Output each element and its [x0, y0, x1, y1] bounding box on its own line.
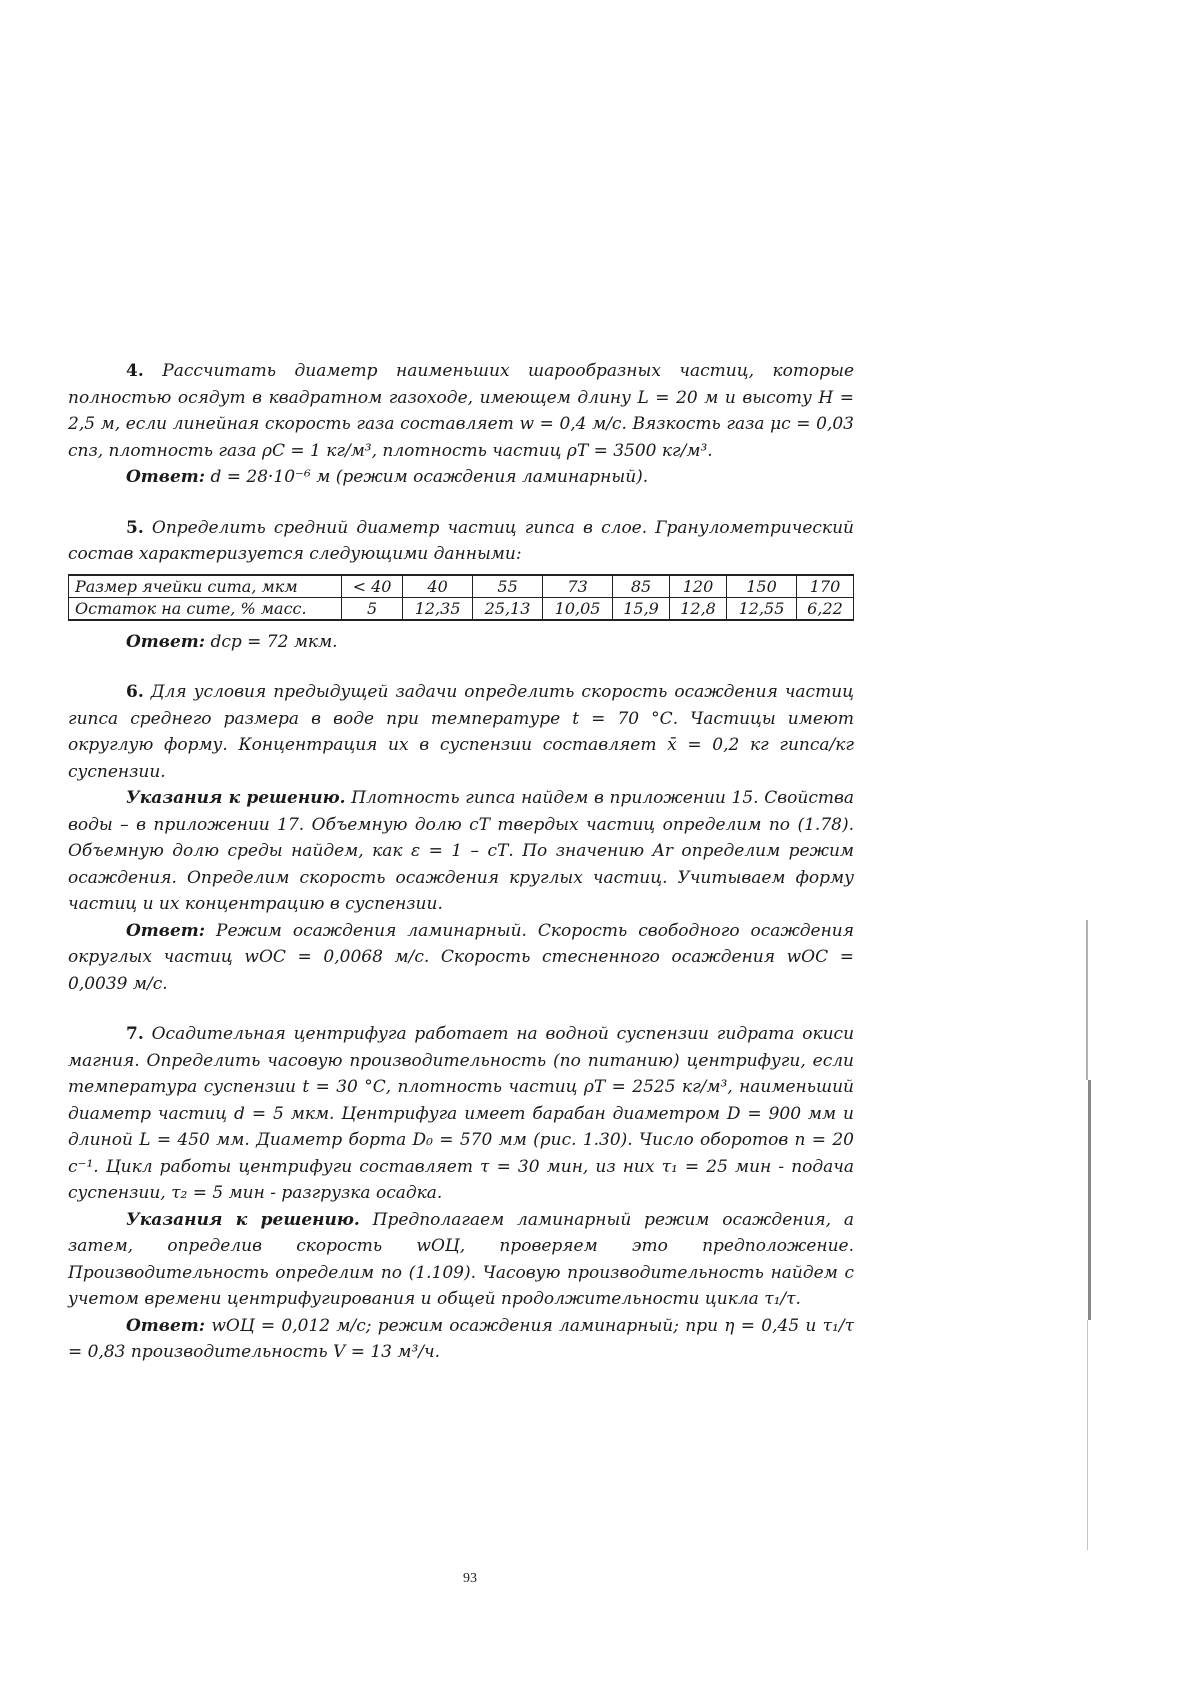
scan-edge-mark	[1087, 1320, 1088, 1550]
table-cell: 5	[342, 597, 403, 620]
table-cell: 150	[727, 575, 797, 598]
hint-text: Предполагаем ламинарный режим осаждения, а затем, определив скорость wОЦ, проверяем это предположение. Производительность определим по (1.109). Часовую производительность найдем с учетом времени центрифугирования и общей продолжительности цикла τ₁/τ.	[68, 1209, 855, 1309]
table-cell: 6,22	[796, 597, 853, 620]
problem-4-statement	[68, 358, 854, 464]
table-row	[69, 575, 854, 598]
table-cell: 40	[403, 575, 473, 598]
problem-7-statement	[68, 1021, 854, 1207]
page-content	[68, 358, 854, 1366]
scan-edge-mark	[1086, 920, 1088, 1080]
table-cell: < 40	[342, 575, 403, 598]
answer-text: dср = 72 мкм.	[210, 631, 338, 652]
hint-label: Указания к решению.	[126, 1209, 360, 1230]
problem-text: Осадительная центрифуга работает на водной суспензии гидрата окиси магния. Определить часовую производительность (по питанию) центрифуги, если температура суспензии t = 30 °С, плотность частиц ρТ = 2525 кг/м³, наименьший диаметр частиц d = 5 мкм. Центрифуга имеет барабан диаметром D = 900 мм и длиной L = 450 мм. Диаметр борта D₀ = 570 мм (рис. 1.30). Число оборотов n = 20 с⁻¹. Цикл работы центрифуги составляет τ = 30 мин, из них τ₁ = 25 мин - подача суспензии, τ₂ = 5 мин - разгрузка осадка.	[68, 1024, 855, 1203]
answer-label: Ответ:	[126, 920, 206, 941]
sieve-table	[68, 574, 854, 621]
problem-number: 4.	[126, 361, 144, 381]
table-cell: 120	[670, 575, 727, 598]
page-number: 93	[463, 1571, 477, 1586]
answer-label: Ответ:	[126, 467, 206, 487]
problem-text: Для условия предыдущей задачи определить скорость осаждения частиц гипса среднего размера в воде при температуре t = 70 °С. Частицы имеют округлую форму. Концентрация их в суспензии составляет x̄ = 0,2 кг гипса/кг суспензии.	[68, 682, 855, 782]
answer-label: Ответ:	[126, 631, 206, 652]
scan-edge-mark	[1088, 1080, 1091, 1320]
answer-text: Режим осаждения ламинарный. Скорость свободного осаждения округлых частиц wОС = 0,0068 м/с. Скорость стесненного осаждения wОС = 0,0039 м/с.	[68, 920, 855, 994]
problem-6-statement	[68, 679, 854, 785]
problem-text: Определить средний диаметр частиц гипса в слое. Гранулометрический состав характеризуется следующими данными:	[68, 517, 854, 564]
table-cell: 12,8	[670, 597, 727, 620]
problem-number: 7.	[126, 1024, 144, 1044]
table-cell: 10,05	[543, 597, 613, 620]
problem-5-answer	[68, 629, 854, 656]
table-cell: 12,55	[727, 597, 797, 620]
problem-7-answer	[68, 1313, 854, 1366]
answer-label: Ответ:	[126, 1315, 206, 1336]
hint-label: Указания к решению.	[126, 788, 346, 808]
table-cell: 25,13	[473, 597, 543, 620]
problem-text: Рассчитать диаметр наименьших шарообразных частиц, которые полностью осядут в квадратном газоходе, имеющем длину L = 20 м и высоту H = 2,5 м, если линейная скорость газа составляет w = 0,4 м/с. Вязкость газа μс = 0,03 спз, плотность газа ρС = 1 кг/м³, плотность частиц ρТ = 3500 кг/м³.	[68, 361, 854, 461]
answer-text: d = 28·10⁻⁶ м (режим осаждения ламинарный).	[210, 467, 649, 487]
problem-6-hint	[68, 785, 854, 918]
problem-number: 6.	[126, 682, 144, 702]
table-cell: 170	[796, 575, 853, 598]
problem-6-answer	[68, 918, 854, 998]
table-row	[69, 597, 854, 620]
problem-7-hint	[68, 1207, 854, 1313]
table-cell: 55	[473, 575, 543, 598]
table-cell: 12,35	[403, 597, 473, 620]
problem-4-answer	[68, 464, 854, 491]
table-cell: 15,9	[613, 597, 670, 620]
answer-text: wОЦ = 0,012 м/с; режим осаждения ламинарный; при η = 0,45 и τ₁/τ = 0,83 производительность V = 13 м³/ч.	[68, 1315, 854, 1362]
table-cell: 85	[613, 575, 670, 598]
hint-text: Плотность гипса найдем в приложении 15. Свойства воды – в приложении 17. Объемную долю cТ твердых частиц определим по (1.78). Объемную долю среды найдем, как ε = 1 – cТ. По значению Ar определим режим осаждения. Определим скорость осаждения круглых частиц. Учитываем форму частиц и их концентрацию в суспензии.	[68, 788, 855, 914]
row-label: Размер ячейки сита, мкм	[69, 575, 342, 598]
row-label: Остаток на сите, % масс.	[69, 597, 342, 620]
problem-number: 5.	[126, 517, 144, 538]
table-cell: 73	[543, 575, 613, 598]
problem-5-statement	[68, 515, 854, 568]
